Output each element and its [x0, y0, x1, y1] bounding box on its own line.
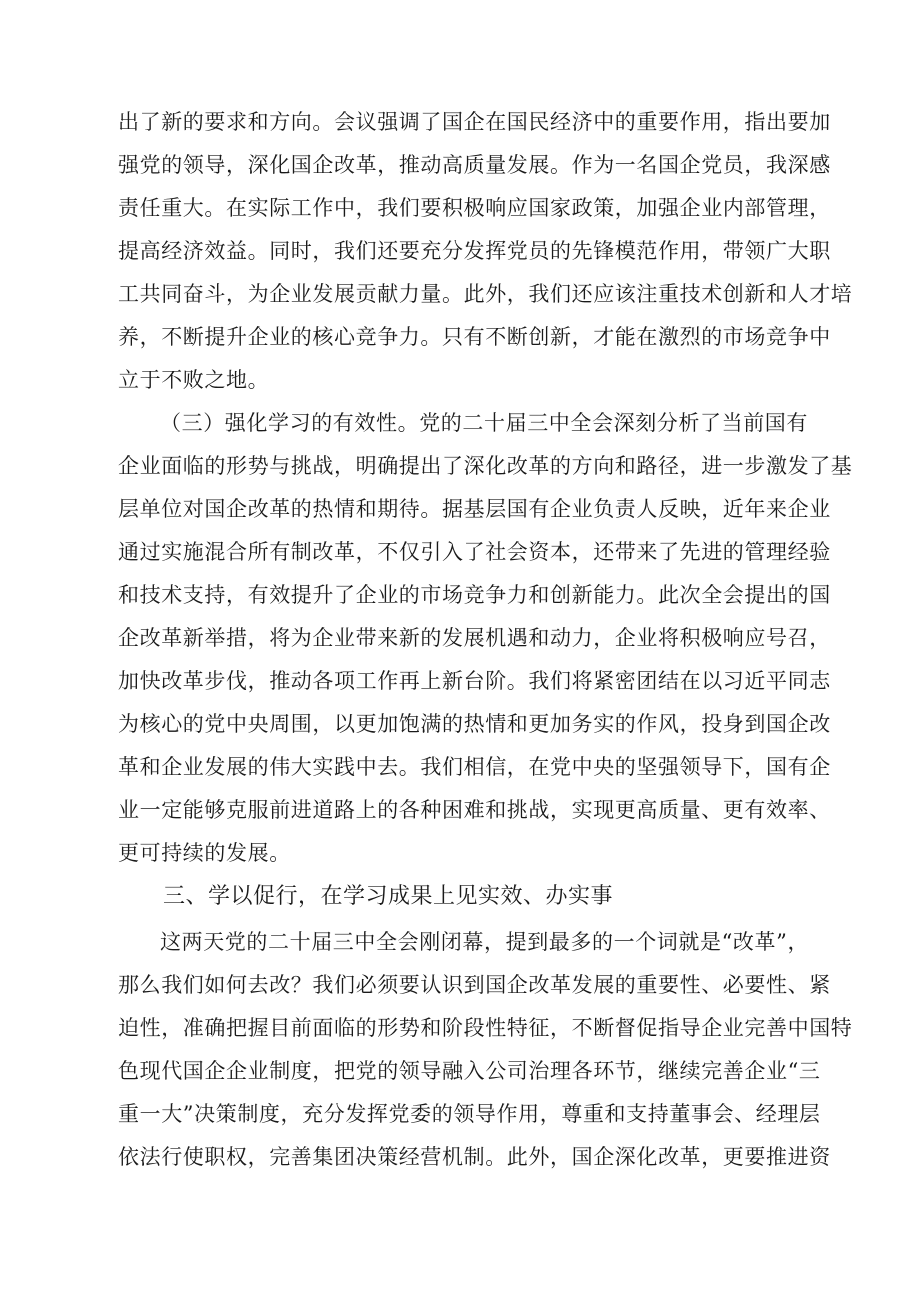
- paragraph-line: 业一定能够克服前进道路上的各种困难和挑战，实现更高质量、更有效率、: [118, 798, 831, 822]
- paragraph-line: 立于不败之地。: [118, 368, 270, 392]
- section-heading: 三、学以促行，在学习成果上见实效、办实事: [163, 884, 614, 909]
- paragraph-line: 和技术支持，有效提升了企业的市场竞争力和创新能力。此次全会提出的国: [118, 583, 831, 607]
- paragraph-line: 更可持续的发展。: [118, 841, 291, 865]
- paragraph-line: 企业面临的形势与挑战，明确提出了深化改革的方向和路径，进一步激发了基: [118, 454, 853, 478]
- paragraph-first-line: （三）强化学习的有效性。党的二十届三中全会深刻分析了当前国有: [160, 411, 808, 435]
- paragraph-line: 革和企业发展的伟大实践中去。我们相信，在党中央的坚强领导下，国有企: [118, 755, 831, 779]
- paragraph-line: 那么我们如何去改？我们必须要认识到国企改革发展的重要性、必要性、紧: [118, 973, 831, 997]
- paragraph-line: 出了新的要求和方向。会议强调了国企在国民经济中的重要作用，指出要加: [118, 110, 831, 134]
- paragraph-line: 加快改革步伐，推动各项工作再上新台阶。我们将紧密团结在以习近平同志: [118, 669, 831, 693]
- paragraph-line: 强党的领导，深化国企改革，推动高质量发展。作为一名国企党员，我深感: [118, 153, 831, 177]
- paragraph-line: 养，不断提升企业的核心竞争力。只有不断创新，才能在激烈的市场竞争中: [118, 325, 831, 349]
- paragraph-line: 重一大”决策制度，充分发挥党委的领导作用，尊重和支持董事会、经理层: [118, 1102, 821, 1126]
- paragraph-line: 依法行使职权，完善集团决策经营机制。此外，国企深化改革，更要推进资: [118, 1145, 831, 1169]
- paragraph-line: 色现代国企企业制度，把党的领导融入公司治理各环节，继续完善企业“三: [118, 1059, 821, 1083]
- paragraph-line: 责任重大。在实际工作中，我们要积极响应国家政策，加强企业内部管理，: [118, 196, 831, 220]
- paragraph-line: 企改革新举措，将为企业带来新的发展机遇和动力，企业将积极响应号召，: [118, 626, 831, 650]
- paragraph-first-line: 这两天党的二十届三中全会刚闭幕，提到最多的一个词就是“改革”，: [160, 930, 810, 954]
- paragraph-line: 为核心的党中央周围，以更加饱满的热情和更加务实的作风，投身到国企改: [118, 712, 831, 736]
- paragraph-line: 迫性，准确把握目前面临的形势和阶段性特征，不断督促指导企业完善中国特: [118, 1016, 853, 1040]
- paragraph-line: 工共同奋斗，为企业发展贡献力量。此外，我们还应该注重技术创新和人才培: [118, 282, 853, 306]
- paragraph-line: 提高经济效益。同时，我们还要充分发挥党员的先锋模范作用，带领广大职: [118, 239, 831, 263]
- paragraph-line: 通过实施混合所有制改革，不仅引入了社会资本，还带来了先进的管理经验: [118, 540, 831, 564]
- paragraph-line: 层单位对国企改革的热情和期待。据基层国有企业负责人反映，近年来企业: [118, 497, 831, 521]
